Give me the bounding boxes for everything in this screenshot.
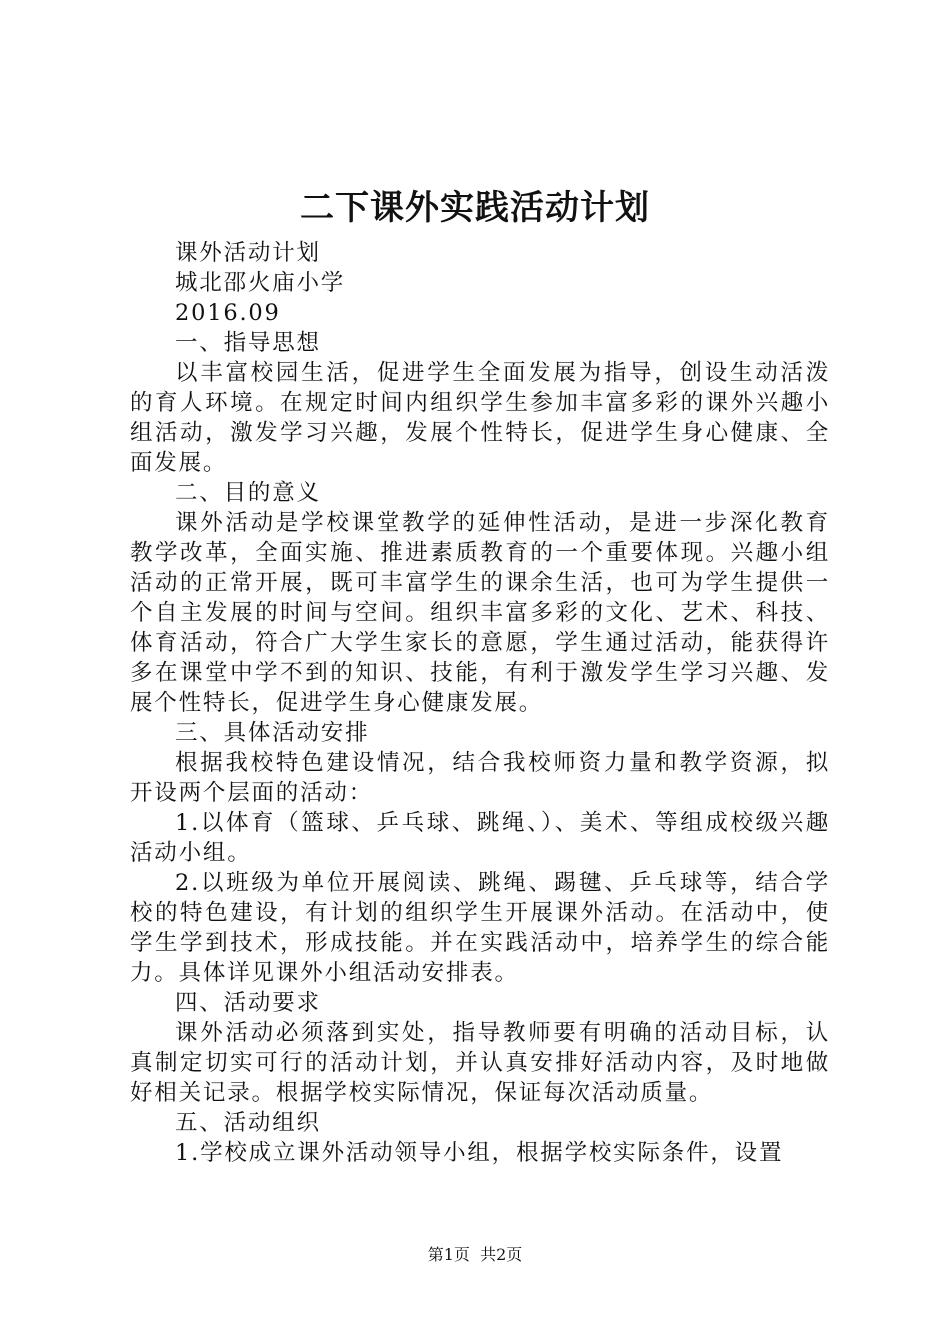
- paragraph: 以丰富校园生活，促进学生全面发展为指导，创设生动活泼的育人环境。在规定时间内组织学生参加丰富多彩的课外兴趣小组活动，激发学习兴趣，发展个性特长，促进学生身心健康、全面发展。: [130, 360, 830, 476]
- paragraph: 课外活动必须落到实处，指导教师要有明确的活动目标，认真制定切实可行的活动计划，并认真安排好活动内容，及时地做好相关记录。根据学校实际情况，保证每次活动质量。: [130, 1020, 830, 1106]
- paragraph-school-name: 城北邵火庙小学: [175, 270, 346, 296]
- page-number: 第1页 共2页: [427, 1245, 523, 1264]
- list-item: 1.学校成立课外活动领导小组，根据学校实际条件，设置: [175, 1140, 784, 1166]
- section-heading-4: 四、活动要求: [175, 990, 321, 1016]
- paragraph-date: 2016.09: [175, 300, 281, 326]
- section-heading-5: 五、活动组织: [175, 1110, 321, 1136]
- document-body: [130, 238, 830, 1168]
- list-item: 2.以班级为单位开展阅读、跳绳、踢毽、乒乓球等，结合学校的特色建设，有计划的组织学生开展课外活动。在活动中，使学生学到技术，形成技能。并在实践活动中，培养学生的综合能力。具体详见课外小组活动安排表。: [130, 870, 830, 986]
- section-heading-2: 二、目的意义: [175, 480, 321, 506]
- section-heading-1: 一、指导思想: [175, 330, 321, 356]
- paragraph-heading-plan: 课外活动计划: [175, 240, 321, 266]
- page-footer: [0, 1244, 950, 1266]
- document-title: 二下课外实践活动计划: [300, 188, 650, 228]
- paragraph: 根据我校特色建设情况，结合我校师资力量和教学资源，拟开设两个层面的活动：: [130, 750, 830, 806]
- paragraph: 课外活动是学校课堂教学的延伸性活动，是进一步深化教育教学改革，全面实施、推进素质教育的一个重要体现。兴趣小组活动的正常开展，既可丰富学生的课余生活，也可为学生提供一个自主发展的时间与空间。组织丰富多彩的文化、艺术、科技、体育活动，符合广大学生家长的意愿，学生通过活动，能获得许多在课堂中学不到的知识、技能，有利于激发学生学习兴趣、发展个性特长，促进学生身心健康发展。: [130, 510, 830, 716]
- list-item: 1.以体育（篮球、乒乓球、跳绳、）、美术、等组成校级兴趣活动小组。: [130, 810, 830, 866]
- section-heading-3: 三、具体活动安排: [175, 720, 370, 746]
